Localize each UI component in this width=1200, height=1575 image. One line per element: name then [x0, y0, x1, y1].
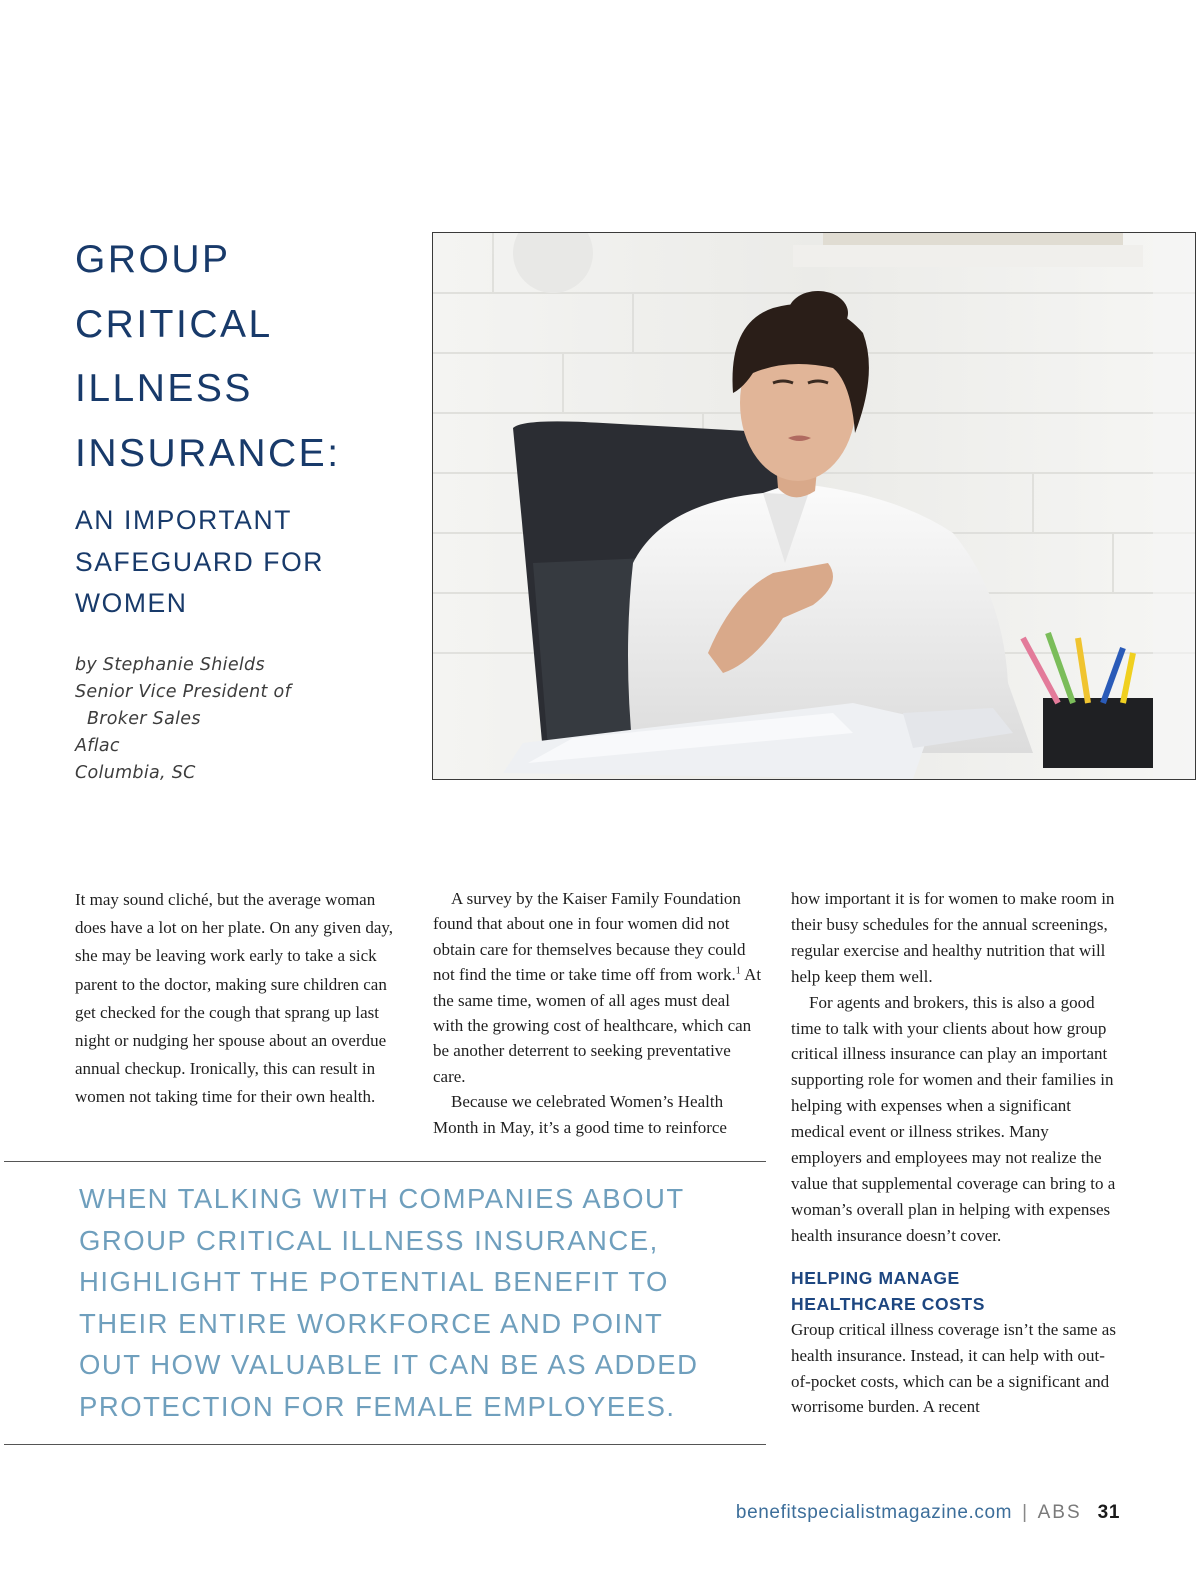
byline-author: by Stephanie Shields [75, 655, 265, 675]
byline-title: Senior Vice President of [75, 682, 292, 702]
article-title [75, 228, 415, 486]
woman-at-desk-illustration [433, 233, 1195, 779]
subtitle-line: SAFEGUARD FOR [75, 546, 325, 577]
body-column-3 [791, 886, 1121, 1420]
article-photo [432, 232, 1196, 780]
pull-quote [79, 1178, 769, 1427]
section-heading-line: HELPING MANAGE [791, 1267, 960, 1288]
pullquote-line: HIGHLIGHT THE POTENTIAL BENEFIT TO [79, 1266, 669, 1297]
pullquote-line: WHEN TALKING WITH COMPANIES ABOUT [79, 1183, 685, 1214]
paragraph: Group critical illness coverage isn’t the same as health insurance. Instead, it can help with out-of-pocket costs, which can be a significant and worrisome burden. A recent [791, 1319, 1116, 1417]
subtitle-line: WOMEN [75, 588, 188, 618]
paragraph: Because we celebrated Women’s Health Month in May, it’s a good time to reinforce [433, 1092, 727, 1137]
article-subtitle [75, 500, 395, 625]
pullquote-line: GROUP CRITICAL ILLNESS INSURANCE, [79, 1224, 659, 1256]
body-column-1 [75, 886, 405, 1112]
paragraph: For agents and brokers, this is also a good time to talk with your clients about how group critical illness insurance can play an important supporting role for women and their families in helping with expenses when a significant medical event or illness strikes. Many employers and employees may not realize the value that supplemental coverage can bring to a woman’s overall plan in helping with expenses health insurance doesn’t cover. [791, 992, 1116, 1245]
pullquote-line: THEIR ENTIRE WORKFORCE AND POINT [79, 1307, 664, 1339]
body-column-2 [433, 886, 763, 1140]
paragraph: how important it is for women to make room in their busy schedules for the annual screenings, regular exercise and healthy nutrition that will help keep them well. [791, 889, 1115, 986]
byline-location: Columbia, SC [75, 763, 196, 783]
section-heading-line: HEALTHCARE COSTS [791, 1293, 985, 1314]
title-line: INSURANCE: [75, 431, 341, 475]
paragraph: It may sound cliché, but the average woman does have a lot on her plate. On any given day, she may be leaving work early to take a sick parent to the doctor, making sure children can get checked for the cough that sprang up last night or nudging her spouse about an overdue annual checkup. Ironically, this can result in women not taking time for their own health. [75, 890, 394, 1107]
paragraph-text: At the same time, women of all ages must deal with the growing cost of healthcare, which can be another deterrent to seeking preventative care. [433, 965, 762, 1086]
pullquote-line: OUT HOW VALUABLE IT CAN BE AS ADDED [79, 1349, 699, 1380]
footnote-ref: 1 [735, 965, 741, 977]
page-number: 31 [1097, 1502, 1120, 1523]
author-byline [75, 652, 291, 787]
footer-section: ABS [1037, 1502, 1082, 1523]
title-line: ILLNESS [75, 367, 253, 410]
title-line: GROUP [75, 238, 231, 281]
page-footer [736, 1502, 1120, 1524]
title-line: CRITICAL [75, 302, 273, 346]
footer-separator: | [1022, 1502, 1028, 1523]
paragraph-text: A survey by the Kaiser Family Foundation found that about one in four women did not obtain care for themselves because they could not find the time or take time off from work. [433, 889, 746, 985]
paragraph [433, 886, 763, 1089]
subtitle-line: AN IMPORTANT [75, 505, 292, 535]
byline-title-cont: Broker Sales [87, 709, 201, 729]
pullquote-top-rule [4, 1161, 766, 1162]
pullquote-line: PROTECTION FOR FEMALE EMPLOYEES. [79, 1390, 676, 1422]
footer-site-link[interactable]: benefitspecialistmagazine.com [735, 1502, 1013, 1523]
byline-company: Aflac [75, 736, 120, 756]
pullquote-bottom-rule [4, 1444, 766, 1445]
section-heading [791, 1265, 1121, 1317]
